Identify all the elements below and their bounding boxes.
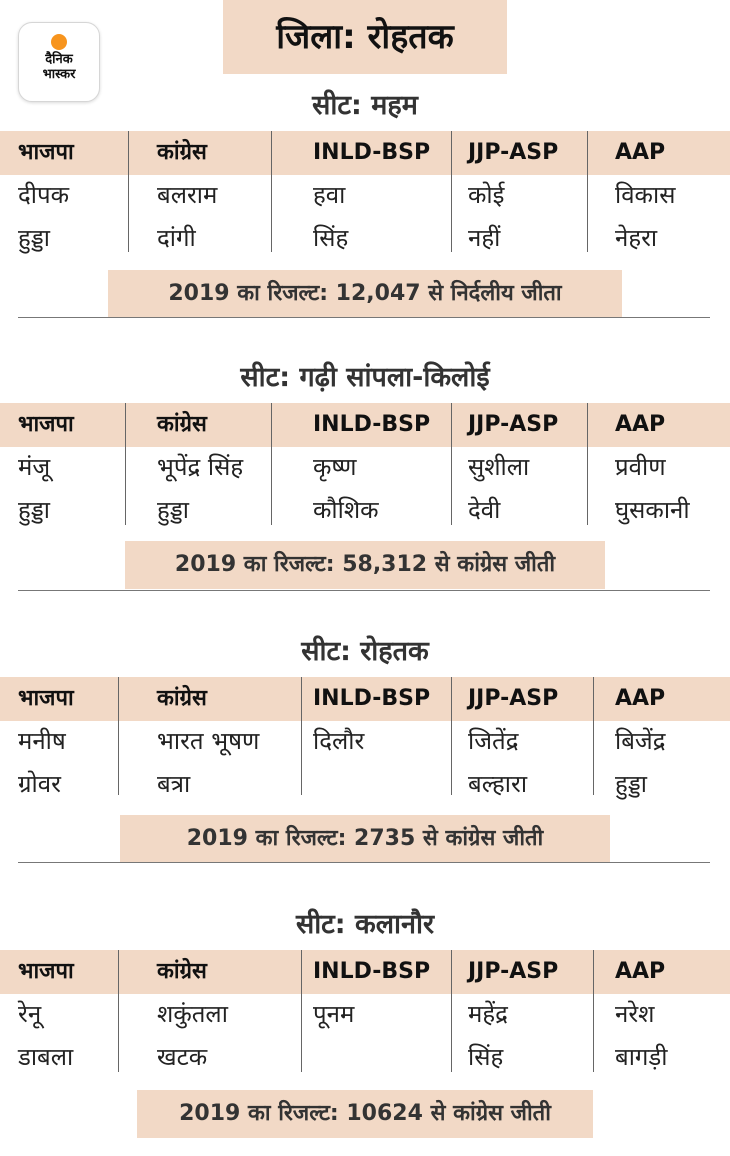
logo-line-1: दैनिक [45, 52, 73, 67]
section-divider [18, 862, 710, 863]
candidate-name: विकास [615, 181, 676, 209]
party-label: JJP-ASP [468, 140, 559, 165]
party-label: भाजपा [18, 686, 74, 711]
party-label: AAP [615, 412, 666, 437]
result-banner: 2019 का रिजल्ट: 10624 से कांग्रेस जीती [137, 1090, 593, 1138]
party-label: AAP [615, 959, 666, 984]
section-divider [18, 317, 710, 318]
column-divider [125, 403, 126, 525]
candidate-name: नरेश [615, 1000, 655, 1028]
result-banner: 2019 का रिजल्ट: 12,047 से निर्दलीय जीता [108, 270, 622, 318]
candidate-name: बल्हारा [468, 770, 528, 798]
column-divider [451, 677, 452, 795]
candidate-name: प्रवीण [615, 453, 666, 481]
column-divider [593, 950, 594, 1072]
candidate-name: हवा [313, 181, 346, 209]
party-label: भाजपा [18, 140, 74, 165]
party-label: INLD-BSP [313, 140, 431, 165]
party-label: JJP-ASP [468, 959, 559, 984]
candidate-name: बत्रा [157, 770, 191, 798]
candidate-name: मनीष [18, 727, 66, 755]
candidate-name: कौशिक [313, 496, 379, 524]
party-label: JJP-ASP [468, 412, 559, 437]
column-divider [451, 403, 452, 525]
candidate-name: दांगी [157, 224, 196, 252]
party-label: कांग्रेस [157, 412, 207, 437]
candidate-name: जितेंद्र [468, 727, 519, 755]
column-divider [451, 131, 452, 252]
seat-title: सीट: रोहतक [301, 636, 429, 667]
column-divider [451, 950, 452, 1072]
candidate-name: खटक [157, 1043, 208, 1071]
party-label: INLD-BSP [313, 686, 431, 711]
candidate-name: कृष्ण [313, 453, 357, 481]
candidate-name: ग्रोवर [18, 770, 61, 798]
candidate-name: महेंद्र [468, 1000, 508, 1028]
candidate-name: हुड्डा [157, 496, 189, 524]
column-divider [118, 950, 119, 1072]
column-divider [301, 950, 302, 1072]
seat-title: सीट: महम [312, 90, 418, 121]
candidate-name: हुड्डा [18, 496, 50, 524]
candidate-name: शकुंतला [157, 1000, 228, 1028]
candidate-name: नेहरा [615, 224, 658, 252]
party-label: भाजपा [18, 412, 74, 437]
candidate-name: बागड़ी [615, 1043, 668, 1071]
column-divider [118, 677, 119, 795]
column-divider [271, 131, 272, 252]
candidate-name: देवी [468, 496, 501, 524]
party-label: भाजपा [18, 959, 74, 984]
candidate-name: सिंह [313, 224, 349, 252]
candidate-name: दिलौर [313, 727, 365, 755]
candidate-name: रेनू [18, 1000, 42, 1028]
candidate-name: भूपेंद्र सिंह [157, 453, 244, 481]
result-banner: 2019 का रिजल्ट: 58,312 से कांग्रेस जीती [125, 541, 605, 589]
result-banner: 2019 का रिजल्ट: 2735 से कांग्रेस जीती [120, 815, 610, 863]
sun-icon [51, 34, 67, 50]
candidate-name: सिंह [468, 1043, 504, 1071]
seat-title: सीट: कलानौर [295, 909, 435, 940]
party-label: JJP-ASP [468, 686, 559, 711]
column-divider [301, 677, 302, 795]
party-label: कांग्रेस [157, 959, 207, 984]
candidate-name: नहीं [468, 224, 501, 252]
column-divider [587, 131, 588, 252]
party-label: कांग्रेस [157, 140, 207, 165]
district-title: जिला: रोहतक [223, 0, 507, 74]
candidate-name: सुशीला [468, 453, 530, 481]
candidate-name: घुसकानी [615, 496, 690, 524]
candidate-name: भारत भूषण [157, 727, 260, 755]
party-label: INLD-BSP [313, 959, 431, 984]
candidate-name: बिजेंद्र [615, 727, 666, 755]
logo-line-2: भास्कर [42, 67, 76, 82]
candidate-name: मंजू [18, 453, 51, 481]
candidate-name: दीपक [18, 181, 70, 209]
column-divider [593, 677, 594, 795]
party-label: कांग्रेस [157, 686, 207, 711]
seat-title: सीट: गढ़ी सांपला-किलोई [240, 362, 490, 393]
section-divider [18, 590, 710, 591]
party-label: AAP [615, 140, 666, 165]
column-divider [271, 403, 272, 525]
candidate-name: डाबला [18, 1043, 74, 1071]
party-label: INLD-BSP [313, 412, 431, 437]
candidate-name: हुड्डा [18, 224, 50, 252]
candidate-name: बलराम [157, 181, 218, 209]
column-divider [587, 403, 588, 525]
column-divider [128, 131, 129, 252]
candidate-name: हुड्डा [615, 770, 647, 798]
candidate-name: कोई [468, 181, 505, 209]
candidate-name: पूनम [313, 1000, 355, 1028]
party-label: AAP [615, 686, 666, 711]
